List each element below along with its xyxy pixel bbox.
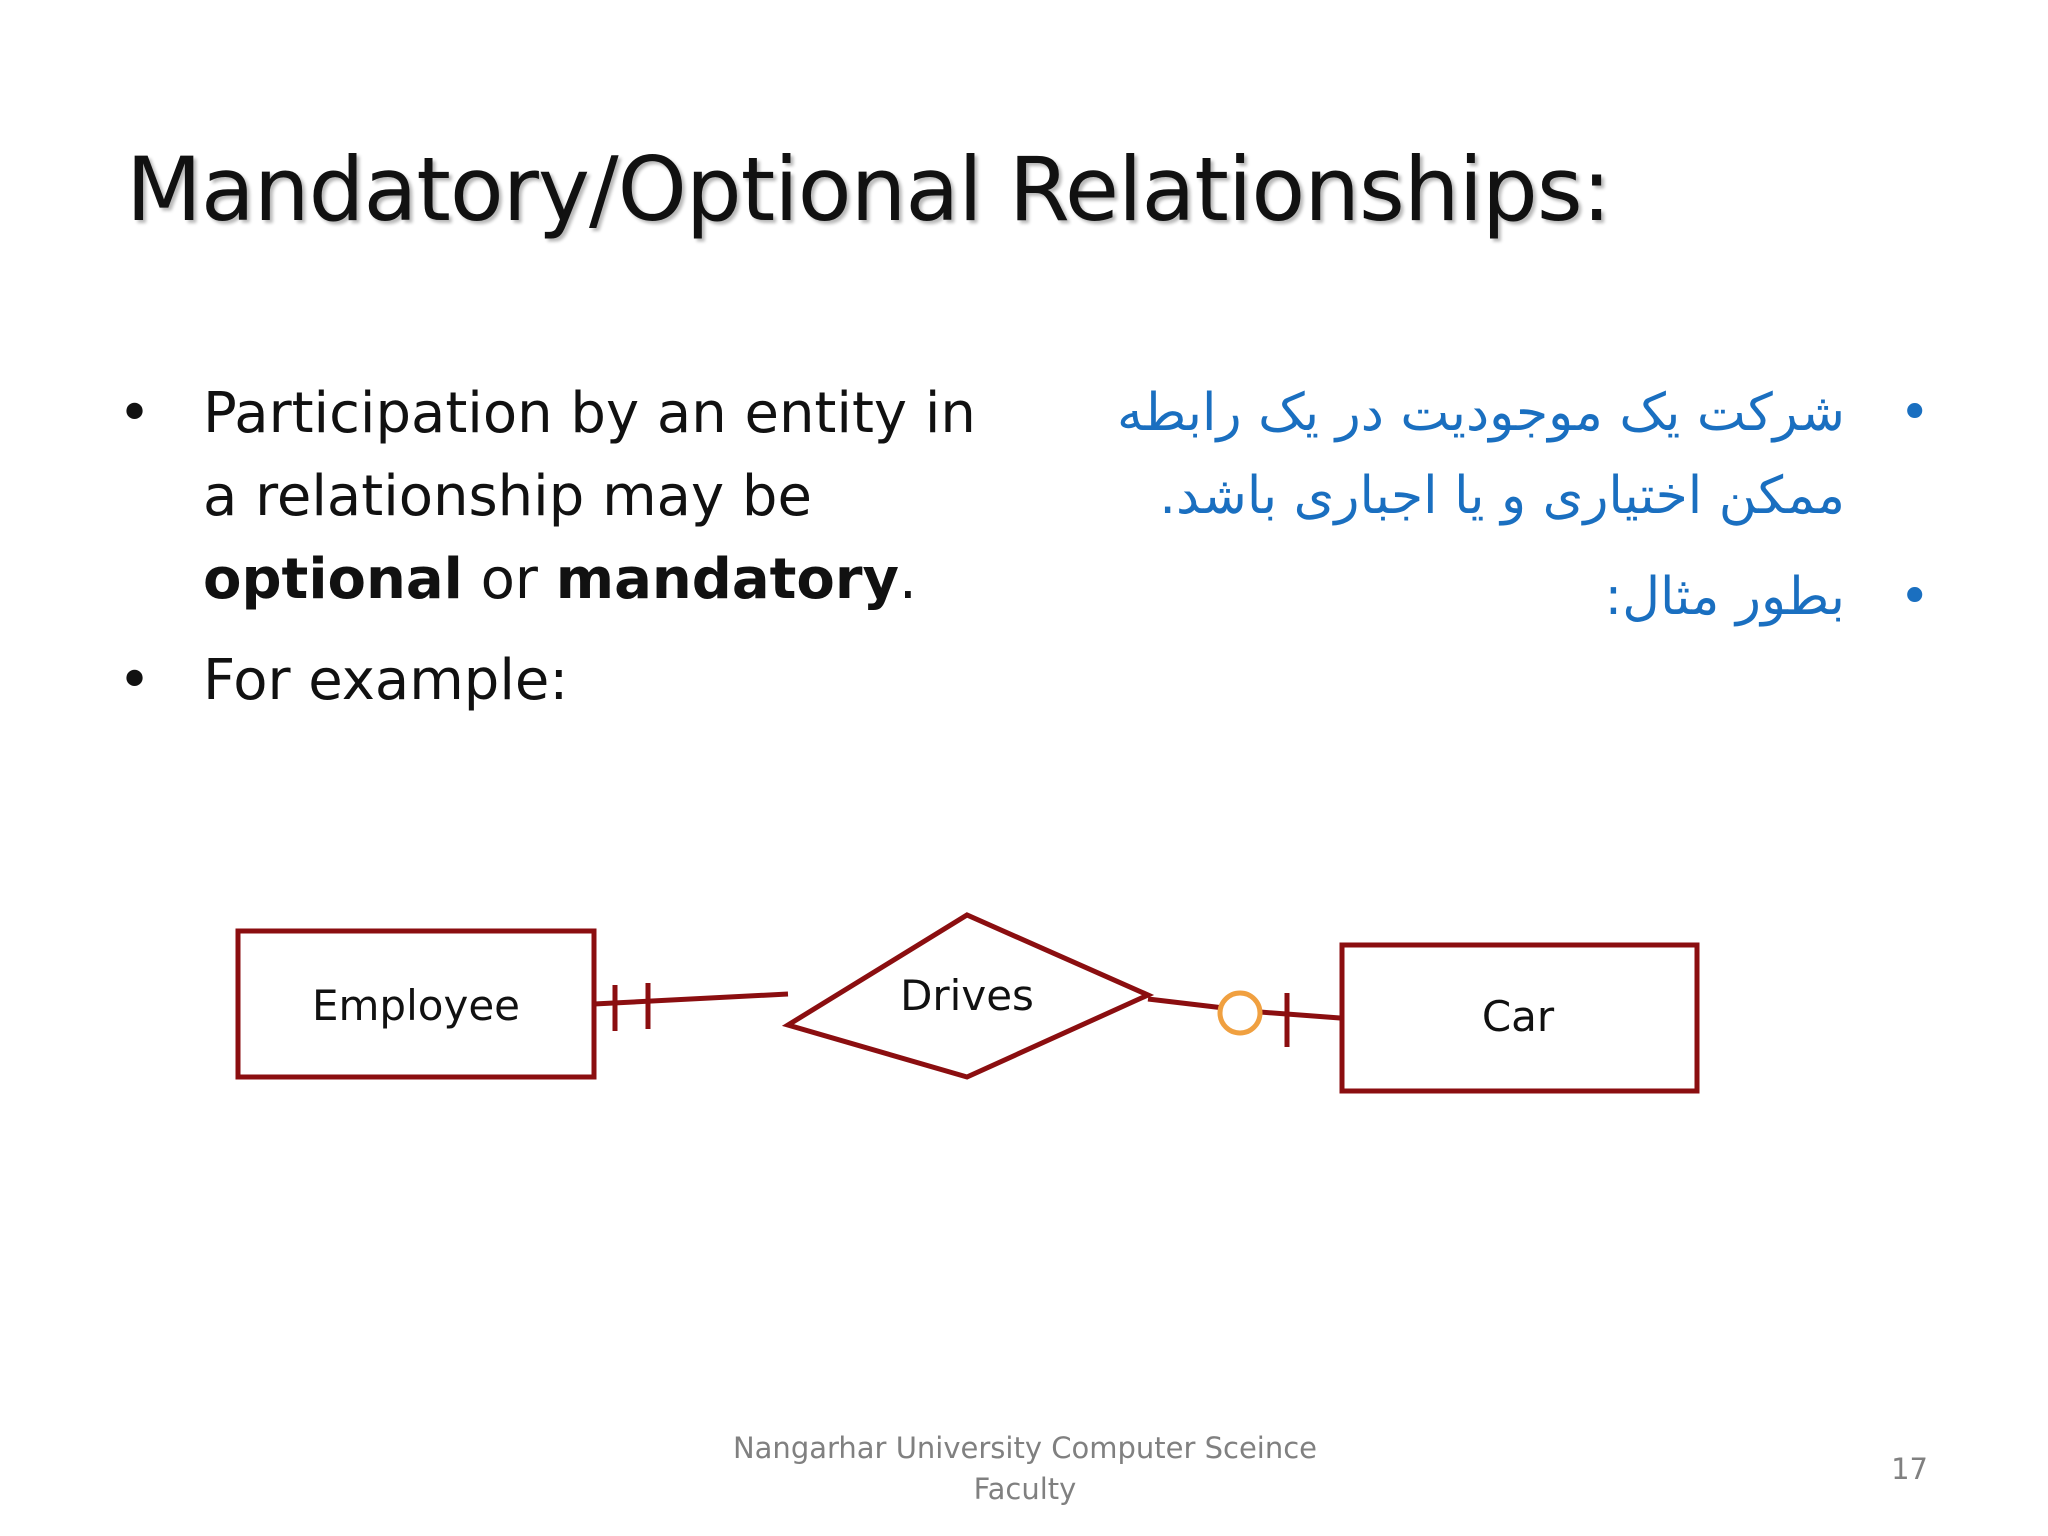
employee-label: Employee bbox=[311, 981, 521, 1030]
drives-car-line bbox=[1148, 999, 1224, 1008]
conjunction-text: or bbox=[462, 547, 556, 612]
bullet-icon: • bbox=[1899, 567, 1930, 627]
sentence-end: . bbox=[899, 547, 917, 612]
bullet-icon: • bbox=[118, 381, 152, 446]
persian-participation-text: شرکت یک موجودیت در یک رابطه ممکن اختیاری و یا اجباری باشد. bbox=[1117, 383, 1845, 526]
employee-drives-line bbox=[594, 994, 788, 1004]
footer-text: Nangarhar University Computer Sceince Faculty bbox=[732, 1431, 1318, 1506]
participation-text: Participation by an entity in a relationship may be bbox=[203, 381, 976, 529]
optional-term: optional bbox=[203, 547, 463, 612]
drives-label: Drives bbox=[900, 971, 1034, 1020]
drives-car-line-end bbox=[1260, 1012, 1340, 1018]
slide-title: Mandatory/Optional Relationships: bbox=[126, 138, 1611, 241]
bullet-icon: • bbox=[1899, 383, 1930, 443]
car-label: Car bbox=[1481, 992, 1555, 1041]
bullet-icon: • bbox=[118, 648, 152, 713]
example-text: For example: bbox=[203, 648, 569, 713]
page-number: 17 bbox=[1891, 1452, 1928, 1486]
persian-example-text: بطور مثال: bbox=[1604, 567, 1845, 627]
mandatory-term: mandatory bbox=[555, 547, 899, 612]
optional-zero-circle-icon bbox=[1220, 993, 1260, 1033]
